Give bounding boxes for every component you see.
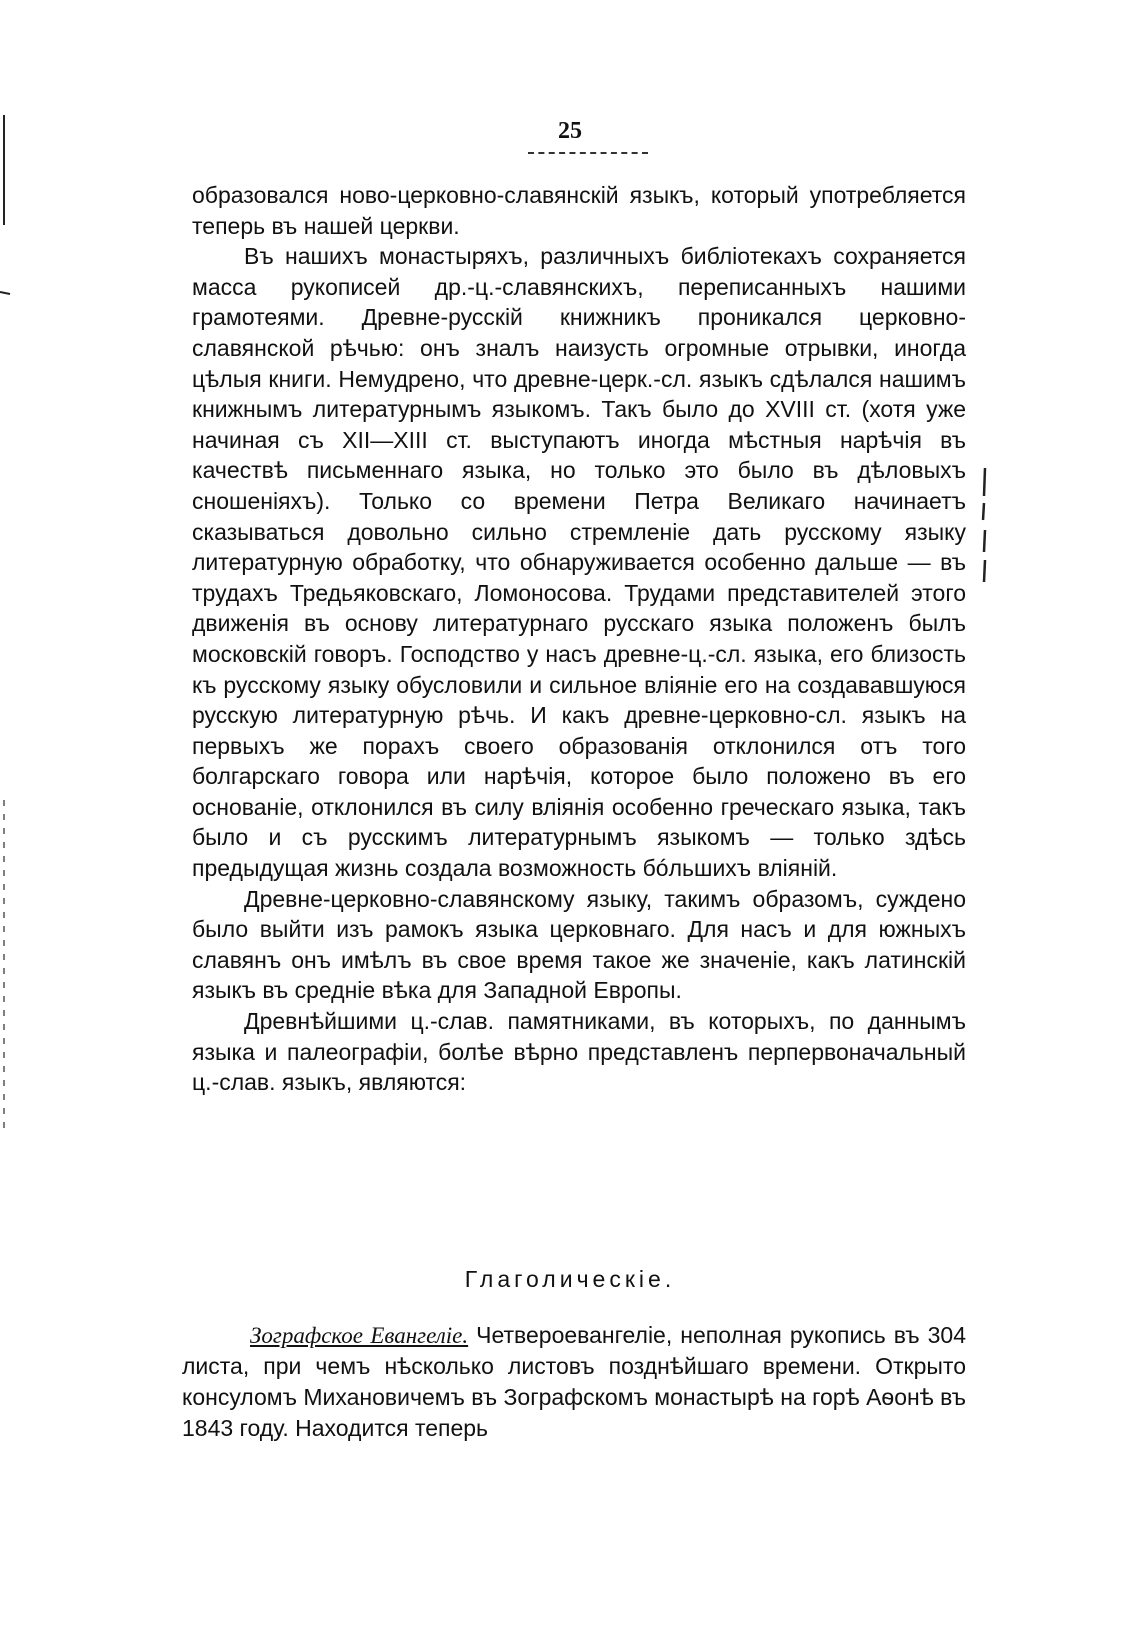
left-edge-mark-2: [0, 292, 10, 294]
final-paragraph-text: Четвероевангеліе, неполная рукопись въ 304 листа, при чемъ нѣсколько листовъ позднѣйшаго времени. Открыто консуломъ Михановичемъ въ Зографскомъ монастырѣ на горѣ Аѳонѣ въ 1843 году. Находится теперь: [182, 1322, 967, 1441]
final-paragraph: [182, 1320, 966, 1444]
paragraph-2: Въ нашихъ монастыряхъ, различныхъ библіотекахъ сохраняется масса рукописей др.-ц.-славянскихъ, переписанныхъ нашими грамотеями. Древне-русскій книжникъ проникался церковно-славянской рѣчью: онъ зналъ наизусть огромные отрывки, иногда цѣлыя книги. Немудрено, что древне-церк.-сл. языкъ сдѣлался нашимъ книжнымъ литературнымъ языкомъ. Такъ было до XVIII ст. (хотя уже начиная съ XII—XIII ст. выступаютъ иногда мѣстныя нарѣчія въ качествѣ письменнаго языка, но только это было въ дѣловыхъ сношеніяхъ). Только со времени Петра Великаго начинаетъ сказываться довольно сильно стремленіе дать русскому языку литературную обработку, что обнаруживается особенно дальше — въ трудахъ Тредьяковскаго, Ломоносова. Трудами представителей этого движенія въ основу литературнаго русскаго языка положенъ былъ московскій говоръ. Господство у насъ древне-ц.-сл. языка, его близость къ русскому языку обусловили и сильное вліяніе его на создававшуюся русскую литературную рѣчь. И какъ древне-церковно-сл. языкъ на первыхъ же порахъ своего образованія отклонился отъ того болгарскаго говора или нарѣчія, которое было положено въ его основаніе, отклонился въ силу вліянія особенно греческаго языка, такъ было и съ русскимъ литературнымъ языкомъ — только здѣсь предыдущая жизнь создала возможность бóльшихъ вліяній.: [192, 243, 966, 882]
paragraph-3: Древне-церковно-славянскому языку, такимъ образомъ, суждено было выйти изъ рамокъ языка церковнаго. Для насъ и для южныхъ славянъ онъ имѣлъ въ свое время такое же значеніе, какъ латинскій языкъ въ средніе вѣка для Западной Европы.: [192, 885, 966, 1004]
right-margin-mark-3: [984, 530, 985, 552]
manuscript-title: Зографское Евангеліе.: [250, 1323, 469, 1348]
main-text-block: [192, 180, 966, 1098]
right-margin-mark-1: [984, 468, 985, 496]
right-margin-mark-4: [984, 560, 985, 582]
section-heading: Глаголическіе.: [464, 1266, 676, 1292]
paragraph-4: Древнѣйшими ц.-слав. памятниками, въ которыхъ, по даннымъ языка и палеографіи, болѣе вѣрно представленъ перпервоначальный ц.-слав. языкъ, являются:: [192, 1008, 966, 1096]
page-number: 25: [558, 118, 582, 144]
final-text-block: [182, 1320, 966, 1444]
page-number-rule: [528, 152, 648, 154]
paragraph-1: образовался ново-церковно-славянскій языкъ, который употребляется теперь въ нашей церкви.: [192, 182, 966, 239]
right-margin-mark-2: [983, 503, 984, 520]
